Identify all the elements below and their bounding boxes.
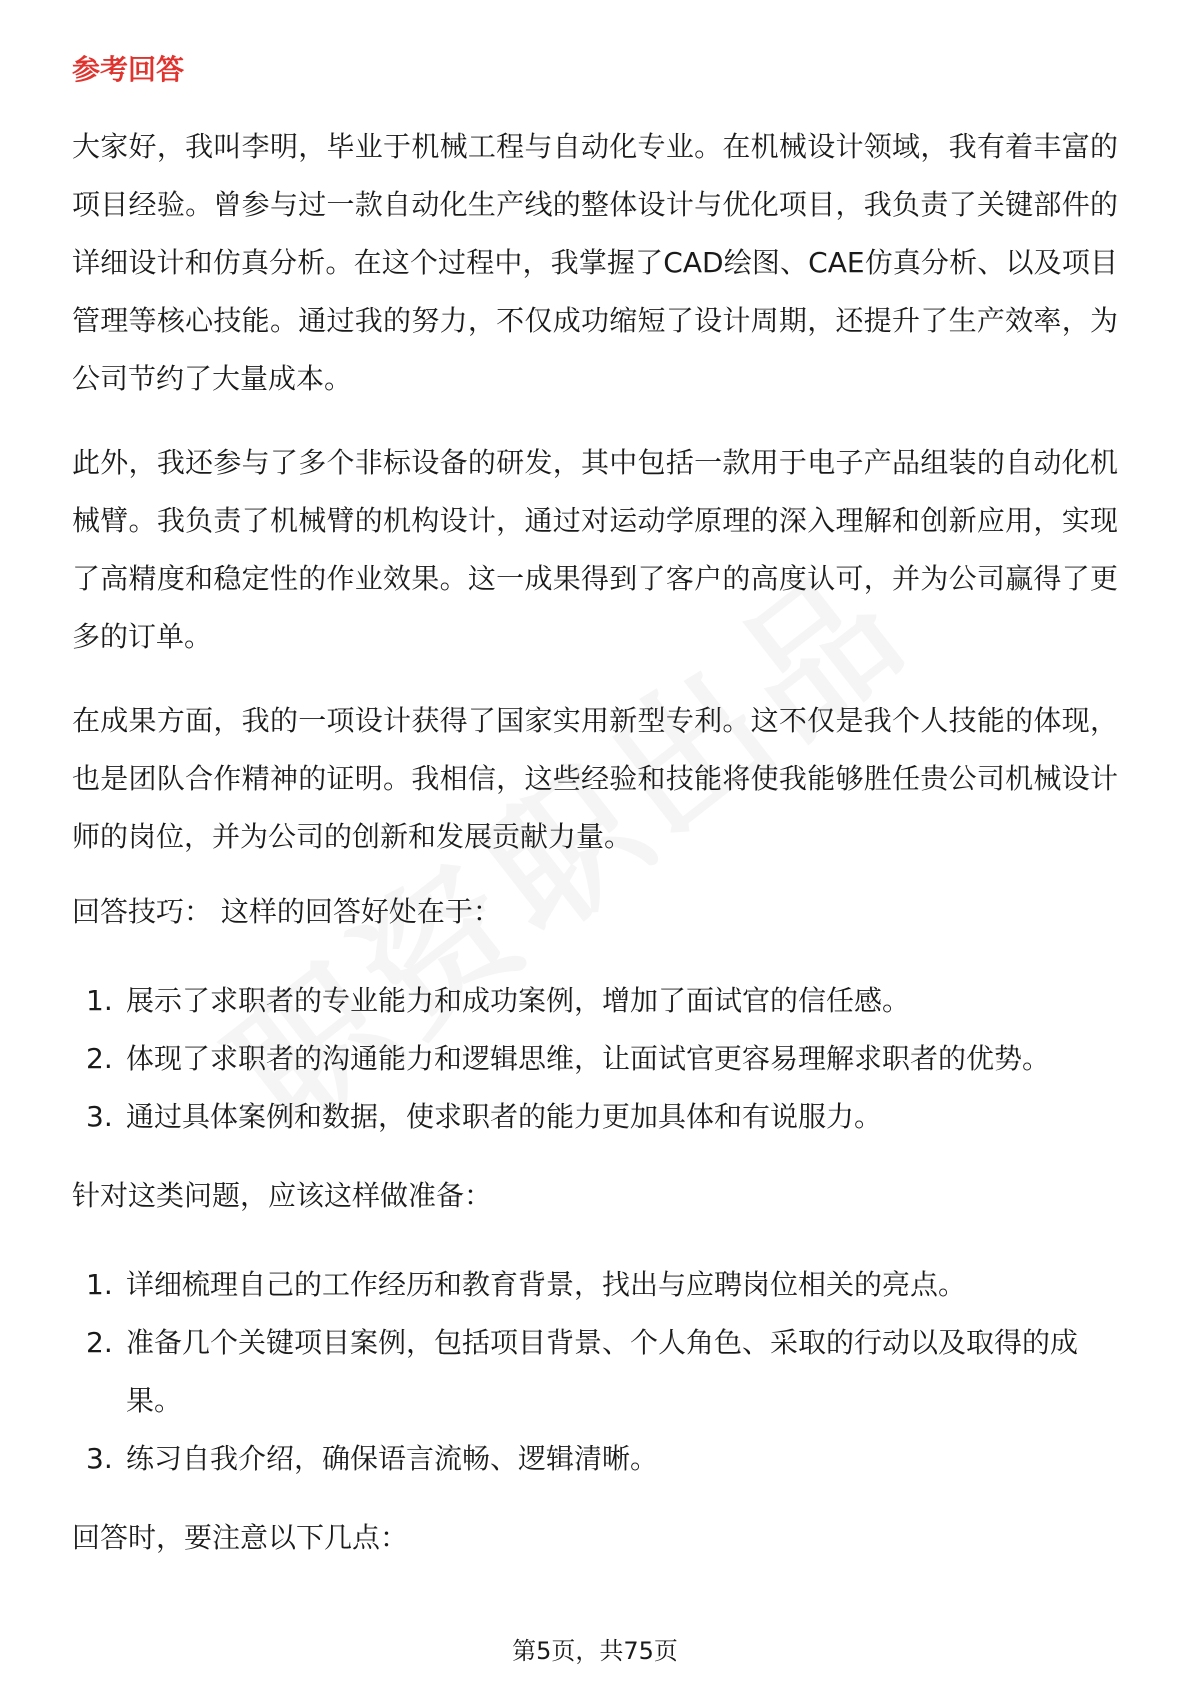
list-item-text: 准备几个关键项目案例，包括项目背景、个人角色、采取的行动以及取得的成果。 xyxy=(126,1326,1079,1417)
list-item-number: 3. xyxy=(86,1100,113,1133)
list-item xyxy=(72,1256,1118,1314)
list-item-number: 2. xyxy=(86,1326,113,1359)
list-item xyxy=(72,1088,1118,1146)
answer-paragraph-3: 在成果方面，我的一项设计获得了国家实用新型专利。这不仅是我个人技能的体现，也是团队合作精神的证明。我相信，这些经验和技能将使我能够胜任贵公司机械设计师的岗位，并为公司的创新和发展贡献力量。 xyxy=(72,704,1118,853)
list-item-text: 展示了求职者的专业能力和成功案例，增加了面试官的信任感。 xyxy=(126,984,911,1017)
section-title: 参考回答 xyxy=(72,53,185,86)
answer-paragraph-1: 大家好，我叫李明，毕业于机械工程与自动化专业。在机械设计领域，我有着丰富的项目经验。曾参与过一款自动化生产线的整体设计与优化项目，我负责了关键部件的详细设计和仿真分析。在这个过程中，我掌握了CAD绘图、CAE仿真分析、以及项目管理等核心技能。通过我的努力，不仅成功缩短了设计周期，还提升了生产效率，为公司节约了大量成本。 xyxy=(72,130,1118,395)
list-item xyxy=(72,1030,1118,1088)
prep-heading: 针对这类问题，应该这样做准备： xyxy=(72,1179,493,1212)
page-number: 第5页，共75页 xyxy=(512,1637,678,1665)
answer-paragraph-2: 此外，我还参与了多个非标设备的研发，其中包括一款用于电子产品组装的自动化机械臂。我负责了机械臂的机构设计，通过对运动学原理的深入理解和创新应用，实现了高精度和稳定性的作业效果。这一成果得到了客户的高度认可，并为公司赢得了更多的订单。 xyxy=(72,446,1118,653)
list-item xyxy=(72,1314,1118,1430)
list-item-text: 通过具体案例和数据，使求职者的能力更加具体和有说服力。 xyxy=(126,1100,883,1133)
list-item-number: 2. xyxy=(86,1042,113,1075)
list-item-text: 练习自我介绍，确保语言流畅、逻辑清晰。 xyxy=(126,1442,659,1475)
tips-heading: 回答技巧： 这样的回答好处在于： xyxy=(72,895,501,928)
notes-heading: 回答时，要注意以下几点： xyxy=(72,1521,409,1554)
page-content xyxy=(72,50,1118,1598)
list-item-number: 1. xyxy=(86,1268,113,1301)
list-item xyxy=(72,972,1118,1030)
list-item-number: 1. xyxy=(86,984,113,1017)
list-item-text: 体现了求职者的沟通能力和逻辑思维，让面试官更容易理解求职者的优势。 xyxy=(126,1042,1051,1075)
tips-list xyxy=(72,972,1118,1146)
list-item-text: 详细梳理自己的工作经历和教育背景，找出与应聘岗位相关的亮点。 xyxy=(126,1268,967,1301)
list-item-number: 3. xyxy=(86,1442,113,1475)
list-item xyxy=(72,1430,1118,1488)
prep-list xyxy=(72,1256,1118,1488)
